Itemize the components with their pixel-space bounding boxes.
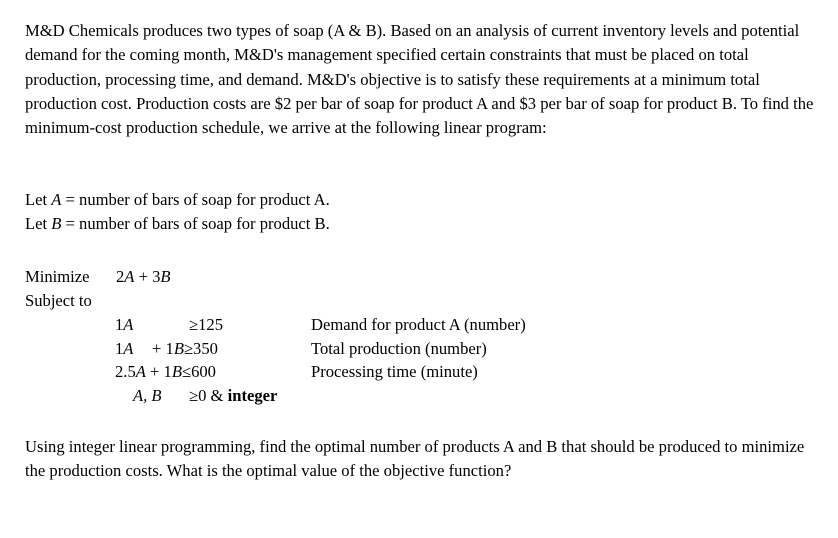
constraint-3-mid-var: B bbox=[171, 362, 182, 381]
definition-b-text: = number of bars of soap for product B. bbox=[61, 214, 330, 233]
subject-to-label: Subject to bbox=[25, 291, 92, 310]
constraint-1-relation: ≥125 bbox=[189, 315, 223, 334]
constraint-3-mid-coef: + 1 bbox=[145, 362, 172, 381]
nonneg-relation: ≥0 & bbox=[189, 386, 228, 405]
constraint-3-relation: ≤600 bbox=[181, 362, 216, 381]
constraint-2-var: A bbox=[123, 339, 134, 358]
constraint-1-coef: 1 bbox=[115, 315, 124, 334]
question-text: Using integer linear programming, find the optimal number of products A and B that should be produced to minimize the production costs. What is the optimal value of the objective function? bbox=[25, 437, 805, 481]
nonneg-constraint bbox=[189, 386, 277, 406]
constraint-2-lhs bbox=[115, 339, 133, 359]
definition-b bbox=[25, 214, 330, 234]
nonneg-integer: integer bbox=[227, 386, 278, 405]
definition-b-var: B bbox=[51, 214, 62, 233]
constraint-3-coef: 2.5 bbox=[115, 362, 136, 381]
definition-a bbox=[25, 190, 330, 210]
constraint-1-var: A bbox=[123, 315, 134, 334]
constraint-2-description: Total production (number) bbox=[311, 339, 487, 358]
definition-a-var: A bbox=[51, 190, 62, 209]
constraint-2-mid-coef: + 1 bbox=[152, 339, 174, 358]
constraint-1-description: Demand for product A (number) bbox=[311, 315, 526, 334]
constraint-1-lhs bbox=[115, 315, 133, 335]
nonneg-vars bbox=[133, 386, 162, 406]
constraint-3-var: A bbox=[135, 362, 146, 381]
problem-statement: M&D Chemicals produces two types of soap (A & B). Based on an analysis of current inventory levels and potential demand for the coming month, M&D's management specified certain constraints that must be placed on total production, processing time, and demand. M&D's objective is to satisfy these requirements at a minimum total production cost. Production costs are $2 per bar of soap for product A and $3 per bar of soap for product B. To find the minimum-cost production schedule, we arrive at the following linear program: bbox=[25, 21, 814, 138]
definition-a-prefix: Let bbox=[25, 190, 52, 209]
constraint-2-mid-var: B bbox=[173, 339, 184, 358]
objective-op: + 3 bbox=[134, 267, 161, 286]
constraint-2-mid bbox=[152, 339, 218, 359]
objective-var-b: B bbox=[160, 267, 171, 286]
constraint-3-lhs bbox=[115, 362, 216, 382]
definition-b-prefix: Let bbox=[25, 214, 52, 233]
definition-a-text: = number of bars of soap for product A. bbox=[61, 190, 330, 209]
constraint-2-coef: 1 bbox=[115, 339, 124, 358]
objective-var-a: A bbox=[124, 267, 135, 286]
constraint-2-relation: ≥350 bbox=[183, 339, 218, 358]
nonneg-var-list: A, B bbox=[133, 386, 162, 405]
constraint-3-description: Processing time (minute) bbox=[311, 362, 478, 381]
minimize-label: Minimize bbox=[25, 267, 90, 286]
objective-function bbox=[116, 267, 171, 287]
objective-coef-a: 2 bbox=[116, 267, 125, 286]
